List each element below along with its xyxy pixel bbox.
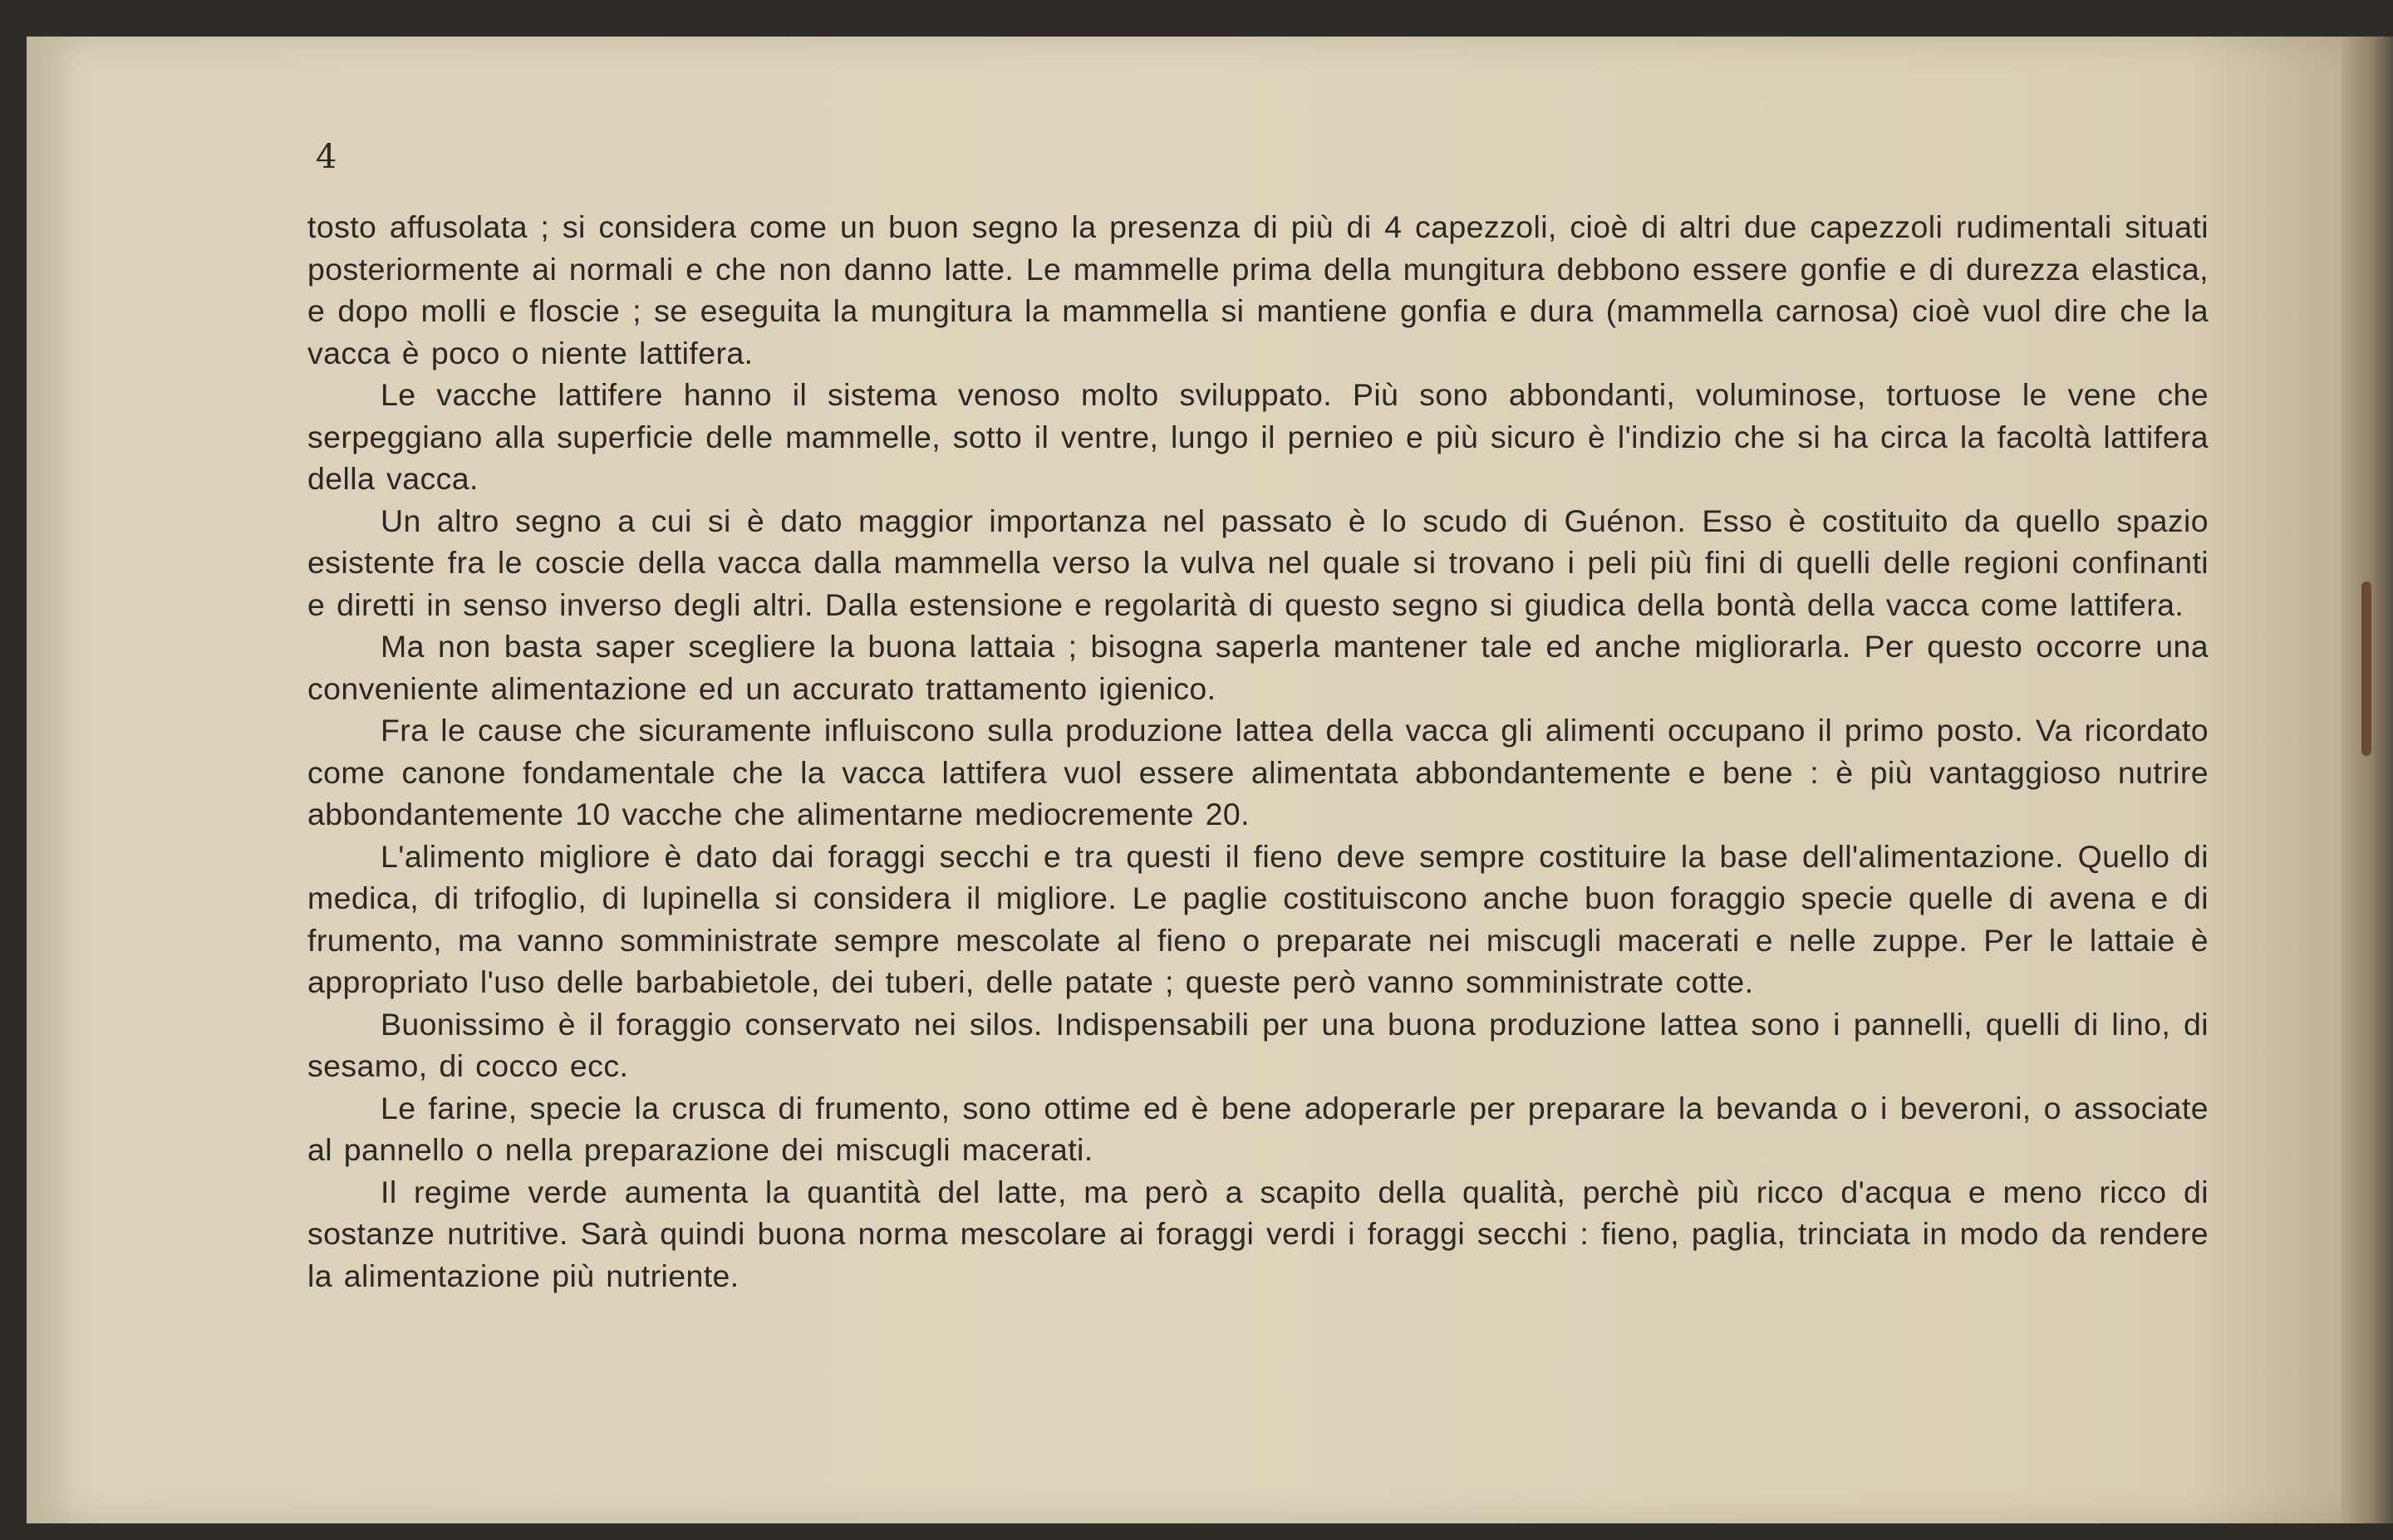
paragraph-7: Buonissimo è il foraggio conservato nei silos. Indispensabili per una buona produzione lattea sono i pannelli, quelli di lino, di sesamo, di cocco ecc. (307, 1006, 2209, 1083)
paragraph-8: Le farine, specie la crusca di frumento, sono ottime ed è bene adoperarle per preparare la bevanda o i beveroni, o associate al pannello o nella preparazione dei miscugli macerati. (307, 1090, 2209, 1167)
book-spine (2341, 37, 2393, 1523)
page-edge-shadow (27, 37, 75, 1523)
paragraph-6: L'alimento migliore è dato dai foraggi secchi e tra questi il fieno deve sempre costituire la base dell'alimentazione. Quello di medica, di trifoglio, di lupinella si considera il migliore. Le paglie costituiscono anche buon foraggio specie quelle di avena e di frumento, ma vanno somministrate sempre mescolate al fieno o preparate nei miscugli macerati e nelle zuppe. Per le lattaie è appropriato l'uso delle barbabietole, dei tuberi, delle patate ; queste però vanno somministrate cotte. (307, 838, 2209, 999)
paragraph-4: Ma non basta saper scegliere la buona lattaia ; bisogna saperla mantener tale ed anche migliorarla. Per questo occorre una conveniente alimentazione ed un accurato trattamento igienico. (307, 629, 2209, 706)
page-number: 4 (316, 138, 337, 176)
paragraph-5: Fra le cause che sicuramente influiscono sulla produzione lattea della vacca gli alimenti occupano il primo posto. Va ricordato come canone fondamentale che la vacca lattifera vuol essere alimentata abbondantemente e bene : è più vantaggioso nutrire abbondantemente 10 vacche che alimentarne mediocremente 20. (307, 713, 2209, 831)
body-text (307, 206, 2209, 1297)
paragraph-3: Un altro segno a cui si è dato maggior importanza nel passato è lo scudo di Guénon. Esso è costituito da quello spazio esistente fra le coscie della vacca dalla mammella verso la vulva nel quale si trovano i peli più fini di quelli delle regioni confinanti e diretti in senso inverso degli altri. Dalla estensione e regolarità di questo segno si giudica della bontà della vacca come lattifera. (307, 503, 2209, 622)
paragraph-2: Le vacche lattifere hanno il sistema venoso molto sviluppato. Più sono abbondanti, voluminose, tortuose le vene che serpeggiano alla superficie delle mammelle, sotto il ventre, lungo il pernieo e più sicuro è l'indizio che si ha circa la facoltà lattifera della vacca. (307, 377, 2209, 496)
paragraph-9: Il regime verde aumenta la quantità del latte, ma però a scapito della qualità, perchè più ricco d'acqua e meno ricco di sostanze nutritive. Sarà quindi buona norma mescolare ai foraggi verdi i foraggi secchi : fieno, paglia, trinciata in modo da rendere la alimentazione più nutriente. (307, 1174, 2209, 1293)
paragraph-1: tosto affusolata ; si considera come un buon segno la presenza di più di 4 capezzoli, cioè di altri due capezzoli rudimentali situati posteriormente ai normali e che non danno latte. Le mammelle prima della mungitura debbono essere gonfie e di durezza elastica, e dopo molli e floscie ; se eseguita la mungitura la mammella si mantiene gonfia e dura (mammella carnosa) cioè vuol dire che la vacca è poco o niente lattifera. (307, 209, 2209, 370)
binding-thread (2361, 581, 2371, 756)
